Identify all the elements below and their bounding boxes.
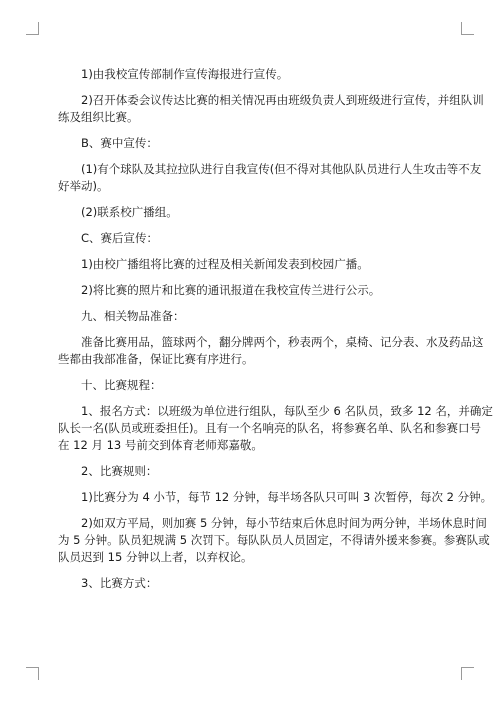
- paragraph-line: (1)有个球队及其拉拉队进行自我宣传(但不得对其他队队员进行人生攻击等不友: [81, 162, 482, 176]
- paragraph-line: 好举动)。: [58, 179, 109, 193]
- paragraph-line: 在 12 月 13 号前交到体育老师郑嘉敬。: [58, 438, 263, 452]
- paragraph: [58, 308, 442, 325]
- paragraph: [58, 230, 442, 247]
- crop-mark-bottom-right: [461, 667, 474, 680]
- crop-mark-bottom-left: [26, 667, 39, 680]
- paragraph-line: 练及组织比赛。: [58, 110, 139, 124]
- paragraph-line: 队长一名(队员或班委担任)。且有一个名响亮的队名，将参赛名单、队名和参赛口号: [58, 421, 481, 435]
- paragraph-line: 2)将比赛的照片和比赛的通讯报道在我校宣传兰进行公示。: [81, 283, 381, 297]
- paragraph: [58, 282, 442, 299]
- paragraph-line: 3、比赛方式：: [81, 576, 158, 590]
- paragraph-line: 2)如双方平局，则加赛 5 分钟，每小节结束后休息时间为两分钟，半场休息时间: [81, 516, 487, 530]
- paragraph-line: 1)由校广播组将比赛的过程及相关新闻发表到校园广播。: [81, 257, 369, 271]
- paragraph: [58, 489, 493, 506]
- crop-mark-top-right: [461, 22, 474, 35]
- paragraph-line: 2)召开体委会议传达比赛的相关情况再由班级负责人到班级进行宣传，并组队训: [81, 93, 484, 107]
- paragraph: [58, 256, 442, 273]
- paragraph: [58, 463, 442, 480]
- paragraph-line: 1)比赛分为 4 小节，每节 12 分钟，每半场各队只可叫 3 次暂停，每次 2 分钟。: [81, 490, 493, 504]
- paragraph: [58, 334, 484, 368]
- paragraph: [58, 515, 490, 566]
- document-body: [58, 66, 493, 601]
- paragraph-line: B、赛中宣传：: [81, 136, 158, 150]
- paragraph-line: 准备比赛用品，篮球两个，翻分牌两个，秒表两个，桌椅、记分表、水及药品这: [81, 335, 484, 349]
- paragraph-line: 1)由我校宣传部制作宣传海报进行宣传。: [81, 67, 289, 81]
- paragraph-line: 1、报名方式：以班级为单位进行组队，每队至少 6 名队员，致多 12 名，并确定: [81, 404, 493, 418]
- paragraph: [58, 135, 442, 152]
- paragraph: [58, 161, 482, 195]
- paragraph: [58, 204, 442, 221]
- paragraph: [58, 403, 493, 454]
- paragraph: [58, 66, 442, 83]
- paragraph-line: 十、比赛规程：: [81, 378, 162, 392]
- paragraph: [58, 377, 442, 394]
- paragraph-line: 些都由我部准备，保证比赛有序进行。: [58, 352, 254, 366]
- paragraph-line: (2)联系校广播组。: [81, 205, 178, 219]
- paragraph-line: 队员迟到 15 分钟以上者，以弃权论。: [58, 550, 253, 564]
- paragraph: [58, 575, 442, 592]
- paragraph-line: C、赛后宣传：: [81, 231, 159, 245]
- paragraph-line: 2、比赛规则：: [81, 464, 158, 478]
- paragraph: [58, 92, 484, 126]
- paragraph-line: 为 5 分钟。队员犯规满 5 次罚下。每队队员人员固定，不得请外援来参赛。参赛队或: [58, 533, 490, 547]
- crop-mark-top-left: [26, 22, 39, 35]
- paragraph-line: 九、相关物品准备：: [81, 309, 185, 323]
